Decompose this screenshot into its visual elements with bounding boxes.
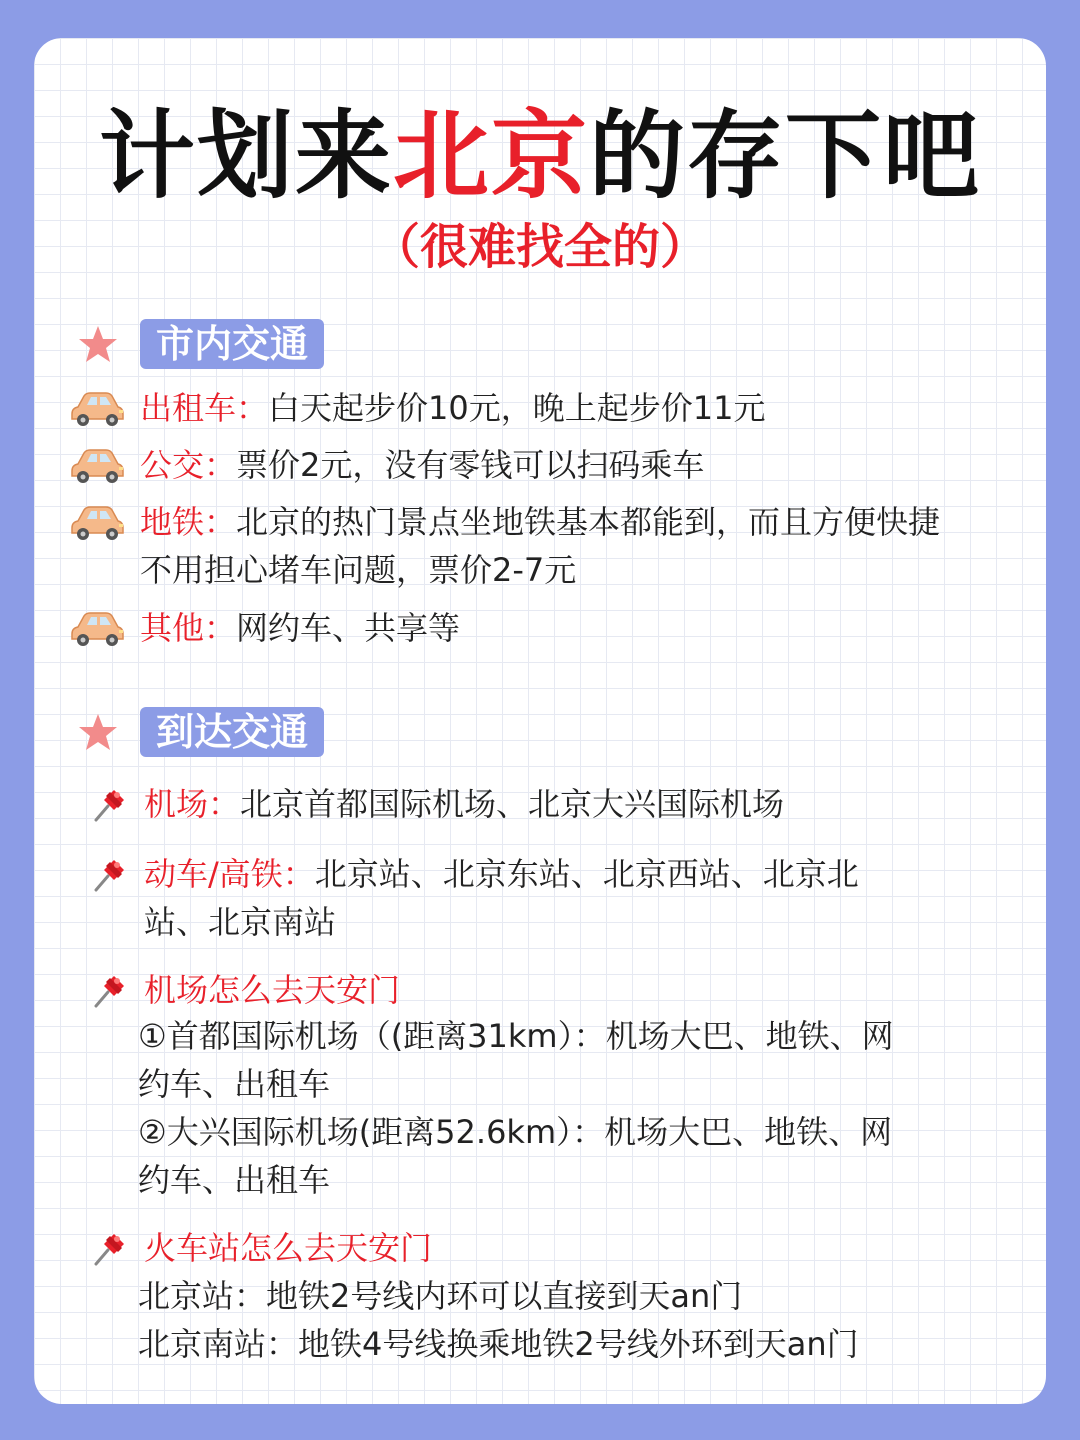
note-card xyxy=(34,38,1046,1404)
car-icon xyxy=(68,502,126,542)
section-badge-arrival: 到达交通 xyxy=(140,707,324,757)
section-arrival-transport-header xyxy=(78,706,324,758)
pushpin-icon xyxy=(90,1228,130,1268)
route-line: 北京站：地铁2号线内环可以直接到天an门 xyxy=(138,1277,743,1315)
route-line: 北京南站：地铁4号线换乘地铁2号线外环到天an门 xyxy=(138,1325,859,1363)
section-badge-city: 市内交通 xyxy=(140,319,324,369)
pushpin-icon xyxy=(90,854,130,894)
item-label: 公交： xyxy=(140,446,237,484)
title-part1: 计划来 xyxy=(99,100,393,212)
item-text: 北京首都国际机场、北京大兴国际机场 xyxy=(240,785,785,823)
pushpin-icon xyxy=(90,784,130,824)
item-label: 出租车： xyxy=(140,389,269,427)
list-item-subway xyxy=(68,498,1028,594)
route-title: 火车站怎么去天安门 xyxy=(144,1229,433,1267)
item-text-cont: 站、北京南站 xyxy=(144,903,337,941)
list-item-high-speed-rail xyxy=(90,850,1040,946)
car-icon xyxy=(68,388,126,428)
car-icon xyxy=(68,608,126,648)
item-label: 机场： xyxy=(144,785,241,823)
title-part2: 的存下吧 xyxy=(589,100,981,212)
item-label: 其他： xyxy=(140,609,237,647)
route-line: 约车、出租车 xyxy=(138,1161,331,1199)
star-icon xyxy=(78,324,118,364)
pushpin-icon xyxy=(90,970,130,1010)
star-icon xyxy=(78,712,118,752)
route-title: 机场怎么去天安门 xyxy=(144,971,401,1009)
section-city-transport-header xyxy=(78,318,324,370)
item-text: 北京的热门景点坐地铁基本都能到，而且方便快捷 xyxy=(236,503,941,541)
route-line: 约车、出租车 xyxy=(138,1065,331,1103)
item-label: 动车/高铁： xyxy=(144,855,315,893)
route-line: ①首都国际机场（(距离31km）：机场大巴、地铁、网 xyxy=(138,1017,894,1055)
route-line: ②大兴国际机场(距离52.6km）：机场大巴、地铁、网 xyxy=(138,1113,893,1151)
item-label: 地铁： xyxy=(140,503,237,541)
item-text: 网约车、共享等 xyxy=(236,609,461,647)
page-title xyxy=(34,80,1046,217)
page-subtitle: （很难找全的） xyxy=(371,219,708,275)
title-highlight: 北京 xyxy=(393,100,589,212)
item-text: 白天起步价10元，晚上起步价11元 xyxy=(268,389,766,427)
item-text: 票价2元，没有零钱可以扫码乘车 xyxy=(236,446,705,484)
car-icon xyxy=(68,445,126,485)
item-text-cont: 不用担心堵车问题，票价2-7元 xyxy=(140,551,577,589)
item-text: 北京站、北京东站、北京西站、北京北 xyxy=(314,855,859,893)
